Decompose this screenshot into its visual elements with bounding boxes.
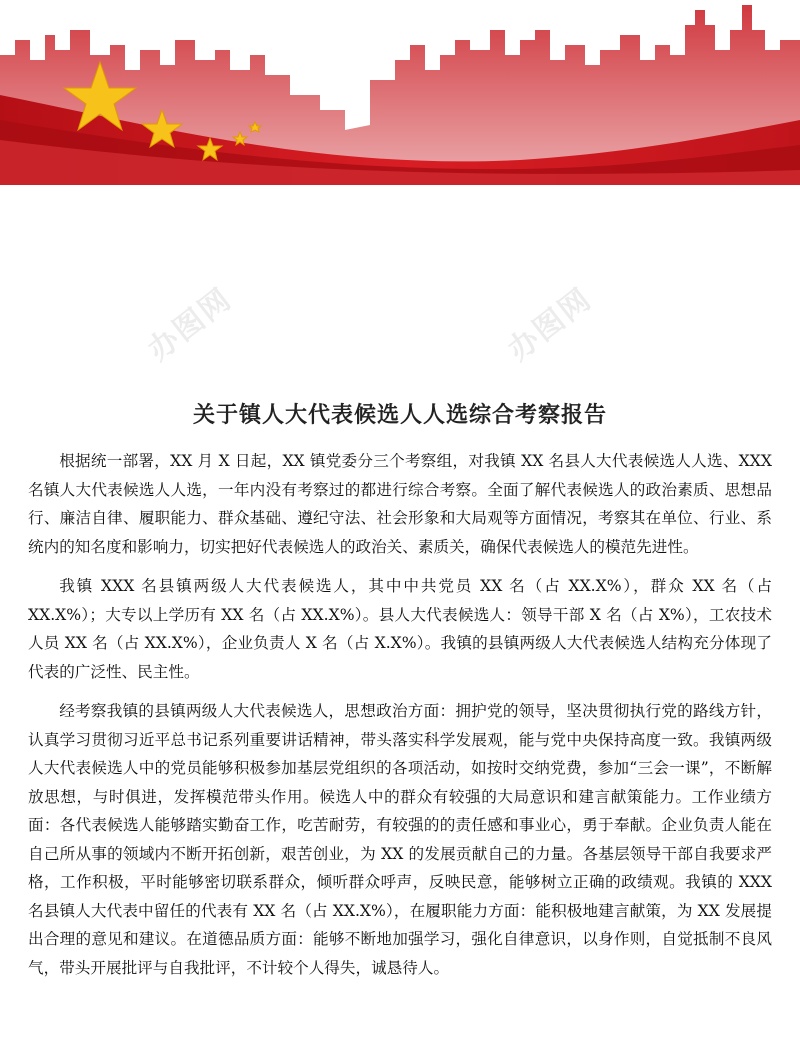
skyline-illustration [0,0,800,185]
document-title: 关于镇人大代表候选人人选综合考察报告 [192,402,607,428]
watermark: 办图网 [141,281,239,369]
paragraph: 经考察我镇的县镇两级人大代表候选人，思想政治方面：拥护党的领导，坚决贯彻执行党的路线方针，认真学习贯彻习近平总书记系列重要讲话精神，带头落实科学发展观，能与党中央保持高度一致。我镇两级人大代表候选人中的党员能够积极参加基层党组织的各项活动，如按时交纳党费，参加“三会一课”，不断解放思想，与时俱进，发挥模范带头作用。候选人中的群众有较强的大局意识和建言献策能力。工作业绩方面：各代表候选人能够踏实勤奋工作，吃苦耐劳，有较强的的责任感和事业心，勇于奉献。企业负责人能在自己所从事的领域内不断开拓创新，艰苦创业，为 XX 的发展贡献自己的力量。各基层领导干部自我要求严格，工作积极，平时能够密切联系群众，倾听群众呼声，反映民意，能够树立正确的政绩观。我镇的 XXX 名县镇人大代表中留任的代表有 XX 名（占 XX.X%），在履职能力方面：能积极地建言献策，为 XX 发展提出合理的意见和建议。在道德品质方面：能够不断地加强学习，强化自律意识，以身作则，自觉抵制不良风气，带头开展批评与自我批评，不计较个人得失，诚恳待人。 [28,702,772,977]
paragraph: 根据统一部署，XX 月 X 日起，XX 镇党委分三个考察组，对我镇 XX 名县人大代表候选人人选、XXX 名镇人大代表候选人人选，一年内没有考察过的都进行综合考察。全面了解代表候选人的政治素质、思想品行、廉洁自律、履职能力、群众基础、遵纪守法、社会形象和大局观等方面情况，考察其在单位、行业、系统内的知名度和影响力，切实把好代表候选人的政治关、素质关，确保代表候选人的模范先进性。 [28,452,772,556]
document-body [28,447,772,993]
header-banner [0,0,800,185]
paragraph: 我镇 XXX 名县镇两级人大代表候选人，其中中共党员 XX 名（占 XX.X%），群众 XX 名（占 XX.X%）；大专以上学历有 XX 名（占 XX.X%）。县人大代表候选人：领导干部 X 名（占 X%），工农技术人员 XX 名（占 XX.X%），企业负责人 X 名（占 X.X%）。我镇的县镇两级人大代表候选人结构充分体现了代表的广泛性、民主性。 [28,577,772,681]
watermark: 办图网 [501,281,599,369]
